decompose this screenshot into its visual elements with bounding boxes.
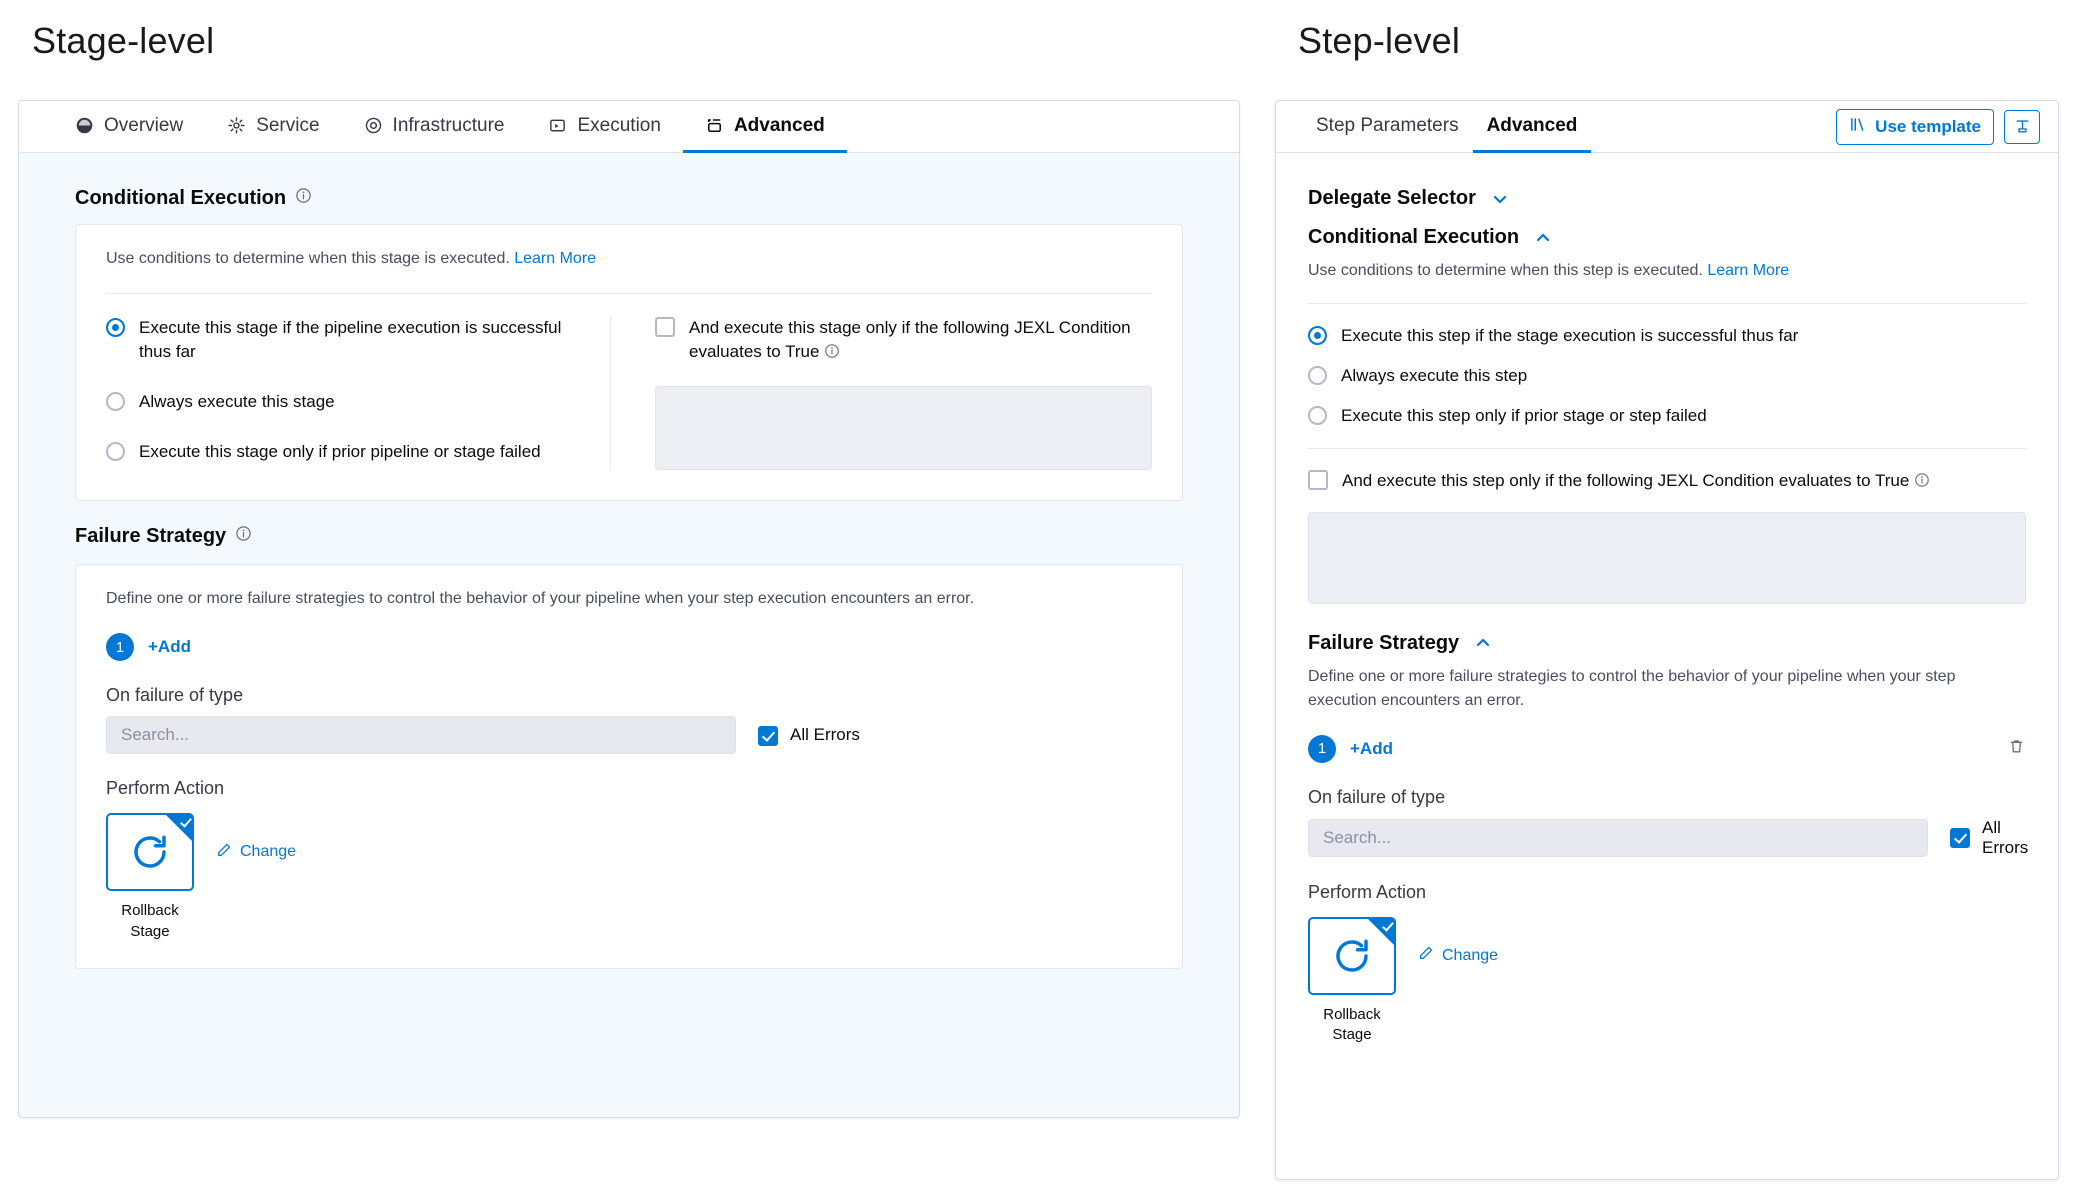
stage-change-action-label: Change: [240, 843, 297, 861]
step-change-action-label: Change: [1442, 946, 1499, 964]
stage-failure-strategy-card: [75, 564, 1183, 969]
save-as-template-icon-button[interactable]: [2004, 110, 2040, 144]
stage-conditional-learn-more-link[interactable]: Learn More: [514, 250, 597, 267]
step-jexl-checkbox-label-text: And execute this step only if the following JEXL Condition evaluates to True: [1342, 471, 1910, 491]
stage-radio-label-1: Always execute this stage: [139, 392, 335, 412]
tab-step-parameters[interactable]: Step Parameters: [1316, 114, 1459, 136]
stage-on-failure-row: [106, 716, 1152, 754]
step-on-failure-search-input[interactable]: Search...: [1308, 819, 1928, 857]
step-radio-execute-if-successful[interactable]: [1308, 324, 2026, 348]
step-radio-execute-if-failed[interactable]: [1308, 404, 2026, 428]
stage-jexl-condition-input[interactable]: [655, 386, 1152, 470]
info-icon[interactable]: [235, 525, 252, 548]
step-failure-strategy-title: Failure Strategy: [1308, 631, 1460, 654]
stage-action-tile-caption-line1: Rollback: [121, 902, 179, 920]
stage-conditional-execution-title-text: Conditional Execution: [75, 187, 287, 209]
stage-on-failure-of-type-label: On failure of type: [106, 685, 244, 706]
stage-failure-strategy-title-text: Failure Strategy: [75, 525, 227, 548]
tab-advanced[interactable]: [683, 101, 847, 153]
stage-perform-action-area: [106, 813, 1152, 942]
info-icon[interactable]: [1914, 471, 1930, 490]
stage-conditional-radio-group: [106, 316, 611, 470]
stage-jexl-checkbox-label-text: And execute this stage only if the following JEXL Condition evaluates to True: [689, 318, 1131, 362]
stage-perform-action-label: Perform Action: [106, 778, 225, 799]
divider: [1308, 448, 2026, 449]
step-jexl-checkbox-row[interactable]: [1308, 469, 2026, 493]
stage-radio-label-0: Execute this stage if the pipeline execution is successful thus far: [139, 318, 562, 362]
tab-infrastructure[interactable]: [342, 101, 527, 153]
stage-radio-execute-if-failed[interactable]: [106, 440, 582, 464]
stage-rollback-stage-action-tile[interactable]: [106, 813, 194, 891]
step-change-action-button[interactable]: [1418, 945, 1498, 966]
radio-indicator[interactable]: [106, 442, 125, 461]
tab-overview[interactable]: [53, 101, 205, 153]
stage-jexl-checkbox-label: [689, 316, 1152, 364]
tab-execution-label: Execution: [577, 114, 661, 136]
tab-service[interactable]: [205, 101, 341, 153]
step-perform-action-area: [1308, 917, 2026, 1046]
step-tab-bar: [1276, 101, 2058, 153]
divider: [1308, 303, 2026, 304]
service-gear-icon: [227, 116, 246, 135]
stage-conditional-columns: [106, 316, 1152, 470]
tab-service-label: Service: [256, 114, 320, 136]
info-icon[interactable]: [295, 187, 312, 210]
step-jexl-checkbox[interactable]: [1308, 470, 1328, 490]
chevron-up-icon[interactable]: [1533, 228, 1553, 248]
stage-action-tile-caption-line2: Stage: [130, 922, 170, 940]
step-failure-strategy-index-badge[interactable]: 1: [1308, 735, 1336, 763]
template-library-icon: [1849, 116, 1866, 138]
stage-action-tile-caption: [106, 901, 194, 942]
step-conditional-radio-group: [1308, 324, 2026, 428]
step-all-errors-checkbox-row[interactable]: [1950, 818, 2028, 858]
chevron-up-icon[interactable]: [1473, 633, 1493, 653]
step-on-failure-row: [1308, 817, 2029, 858]
stage-failure-strategy-index-badge[interactable]: 1: [106, 633, 134, 661]
step-conditional-execution-header[interactable]: [1308, 226, 2026, 249]
stage-radio-label-2: Execute this stage only if prior pipeline or stage failed: [139, 442, 541, 462]
step-advanced-body: [1276, 153, 2058, 1045]
step-delegate-selector-label: Delegate Selector: [1308, 187, 1476, 209]
stage-change-action-button[interactable]: [216, 842, 296, 863]
step-failure-strategy-description: Define one or more failure strategies to control the behavior of your pipeline when your step execution encounters an error.: [1308, 667, 1956, 709]
pencil-icon: [1418, 945, 1434, 966]
step-toolbar: [1836, 109, 2040, 145]
radio-indicator[interactable]: [1308, 366, 1327, 385]
step-level-caption: Step-level: [1298, 20, 1461, 61]
stage-failure-strategy-add-button[interactable]: +Add: [148, 637, 191, 657]
stage-conditional-description: [106, 247, 1152, 271]
use-template-button[interactable]: [1836, 109, 1994, 145]
step-all-errors-checkbox[interactable]: [1950, 828, 1970, 848]
step-failure-strategy-add-button[interactable]: +Add: [1350, 738, 1393, 758]
stage-failure-strategy-description: Define one or more failure strategies to control the behavior of your pipeline when your step execution encounters an error.: [106, 590, 975, 608]
step-failure-strategy-add-row: [1308, 735, 2026, 763]
divider: [106, 293, 1152, 294]
stage-advanced-body: [19, 153, 1239, 1117]
step-radio-label-0: Execute this step if the stage execution is successful thus far: [1341, 326, 1799, 345]
step-radio-label-2: Execute this step only if prior stage or step failed: [1341, 406, 1707, 426]
step-failure-strategy-header[interactable]: [1308, 632, 2026, 655]
stage-jexl-checkbox-row[interactable]: [655, 316, 1152, 364]
step-action-tile-caption: [1308, 1005, 1396, 1046]
tab-overview-label: Overview: [104, 114, 184, 136]
step-action-tile-caption-line1: Rollback: [1323, 1005, 1381, 1023]
step-perform-action-label: Perform Action: [1308, 881, 1427, 902]
step-rollback-stage-action-tile[interactable]: [1308, 917, 1396, 995]
stage-jexl-column: [611, 316, 1152, 470]
info-icon[interactable]: [824, 342, 840, 361]
stage-radio-execute-if-successful[interactable]: [106, 316, 582, 364]
step-on-failure-of-type-label: On failure of type: [1308, 786, 1446, 807]
step-level-panel: [1275, 100, 2059, 1180]
step-conditional-description-text: Use conditions to determine when this step is executed.: [1308, 262, 1703, 279]
step-radio-label-1: Always execute this step: [1341, 366, 1528, 386]
stage-failure-strategy-title: [75, 525, 1209, 548]
stage-all-errors-checkbox-row[interactable]: [758, 725, 860, 746]
stage-all-errors-checkbox[interactable]: [758, 726, 778, 746]
stage-all-errors-label: All Errors: [790, 725, 860, 745]
rollback-icon: [1331, 935, 1373, 977]
execution-icon: [548, 116, 567, 135]
template-stamp-icon: [2014, 118, 2031, 135]
stage-jexl-checkbox[interactable]: [655, 317, 675, 337]
step-conditional-description: [1308, 259, 2026, 283]
tab-execution[interactable]: [526, 101, 682, 153]
radio-indicator[interactable]: [1308, 406, 1327, 425]
step-jexl-condition-input[interactable]: [1308, 512, 2026, 604]
advanced-icon: [705, 116, 724, 135]
stage-level-panel: [18, 100, 1240, 1118]
stage-action-tile-row: [106, 813, 1152, 891]
step-jexl-checkbox-label: [1342, 469, 1930, 493]
stage-conditional-execution-title: [75, 187, 1209, 210]
rollback-icon: [129, 831, 171, 873]
radio-indicator[interactable]: [1308, 326, 1327, 345]
stage-conditional-execution-card: [75, 224, 1183, 501]
pencil-icon: [216, 842, 232, 863]
step-action-tile-caption-line2: Stage: [1332, 1025, 1372, 1043]
step-conditional-learn-more-link[interactable]: Learn More: [1707, 262, 1790, 279]
step-all-errors-label: All Errors: [1982, 817, 2029, 857]
delete-icon[interactable]: [2007, 737, 2026, 761]
use-template-label: Use template: [1875, 116, 1981, 136]
stage-radio-always-execute[interactable]: [106, 390, 582, 414]
tab-advanced-label: Advanced: [733, 114, 825, 136]
step-radio-always-execute[interactable]: [1308, 364, 2026, 388]
step-delegate-selector-header[interactable]: [1308, 187, 2026, 210]
step-conditional-execution-title: Conditional Execution: [1308, 226, 1520, 248]
infrastructure-icon: [364, 116, 383, 135]
chevron-down-icon[interactable]: [1490, 189, 1510, 209]
stage-on-failure-search-input[interactable]: Search...: [106, 716, 736, 754]
radio-indicator[interactable]: [106, 392, 125, 411]
overview-icon: [75, 116, 94, 135]
tab-step-advanced[interactable]: Advanced: [1473, 101, 1592, 153]
stage-conditional-description-text: Use conditions to determine when this stage is executed.: [106, 250, 510, 267]
stage-failure-strategy-add-row: [106, 633, 1152, 661]
tab-infrastructure-label: Infrastructure: [392, 114, 505, 136]
radio-indicator[interactable]: [106, 318, 125, 337]
stage-tab-bar: [19, 101, 1239, 153]
step-action-tile-row: [1308, 917, 2026, 995]
stage-level-caption: Stage-level: [32, 20, 215, 61]
